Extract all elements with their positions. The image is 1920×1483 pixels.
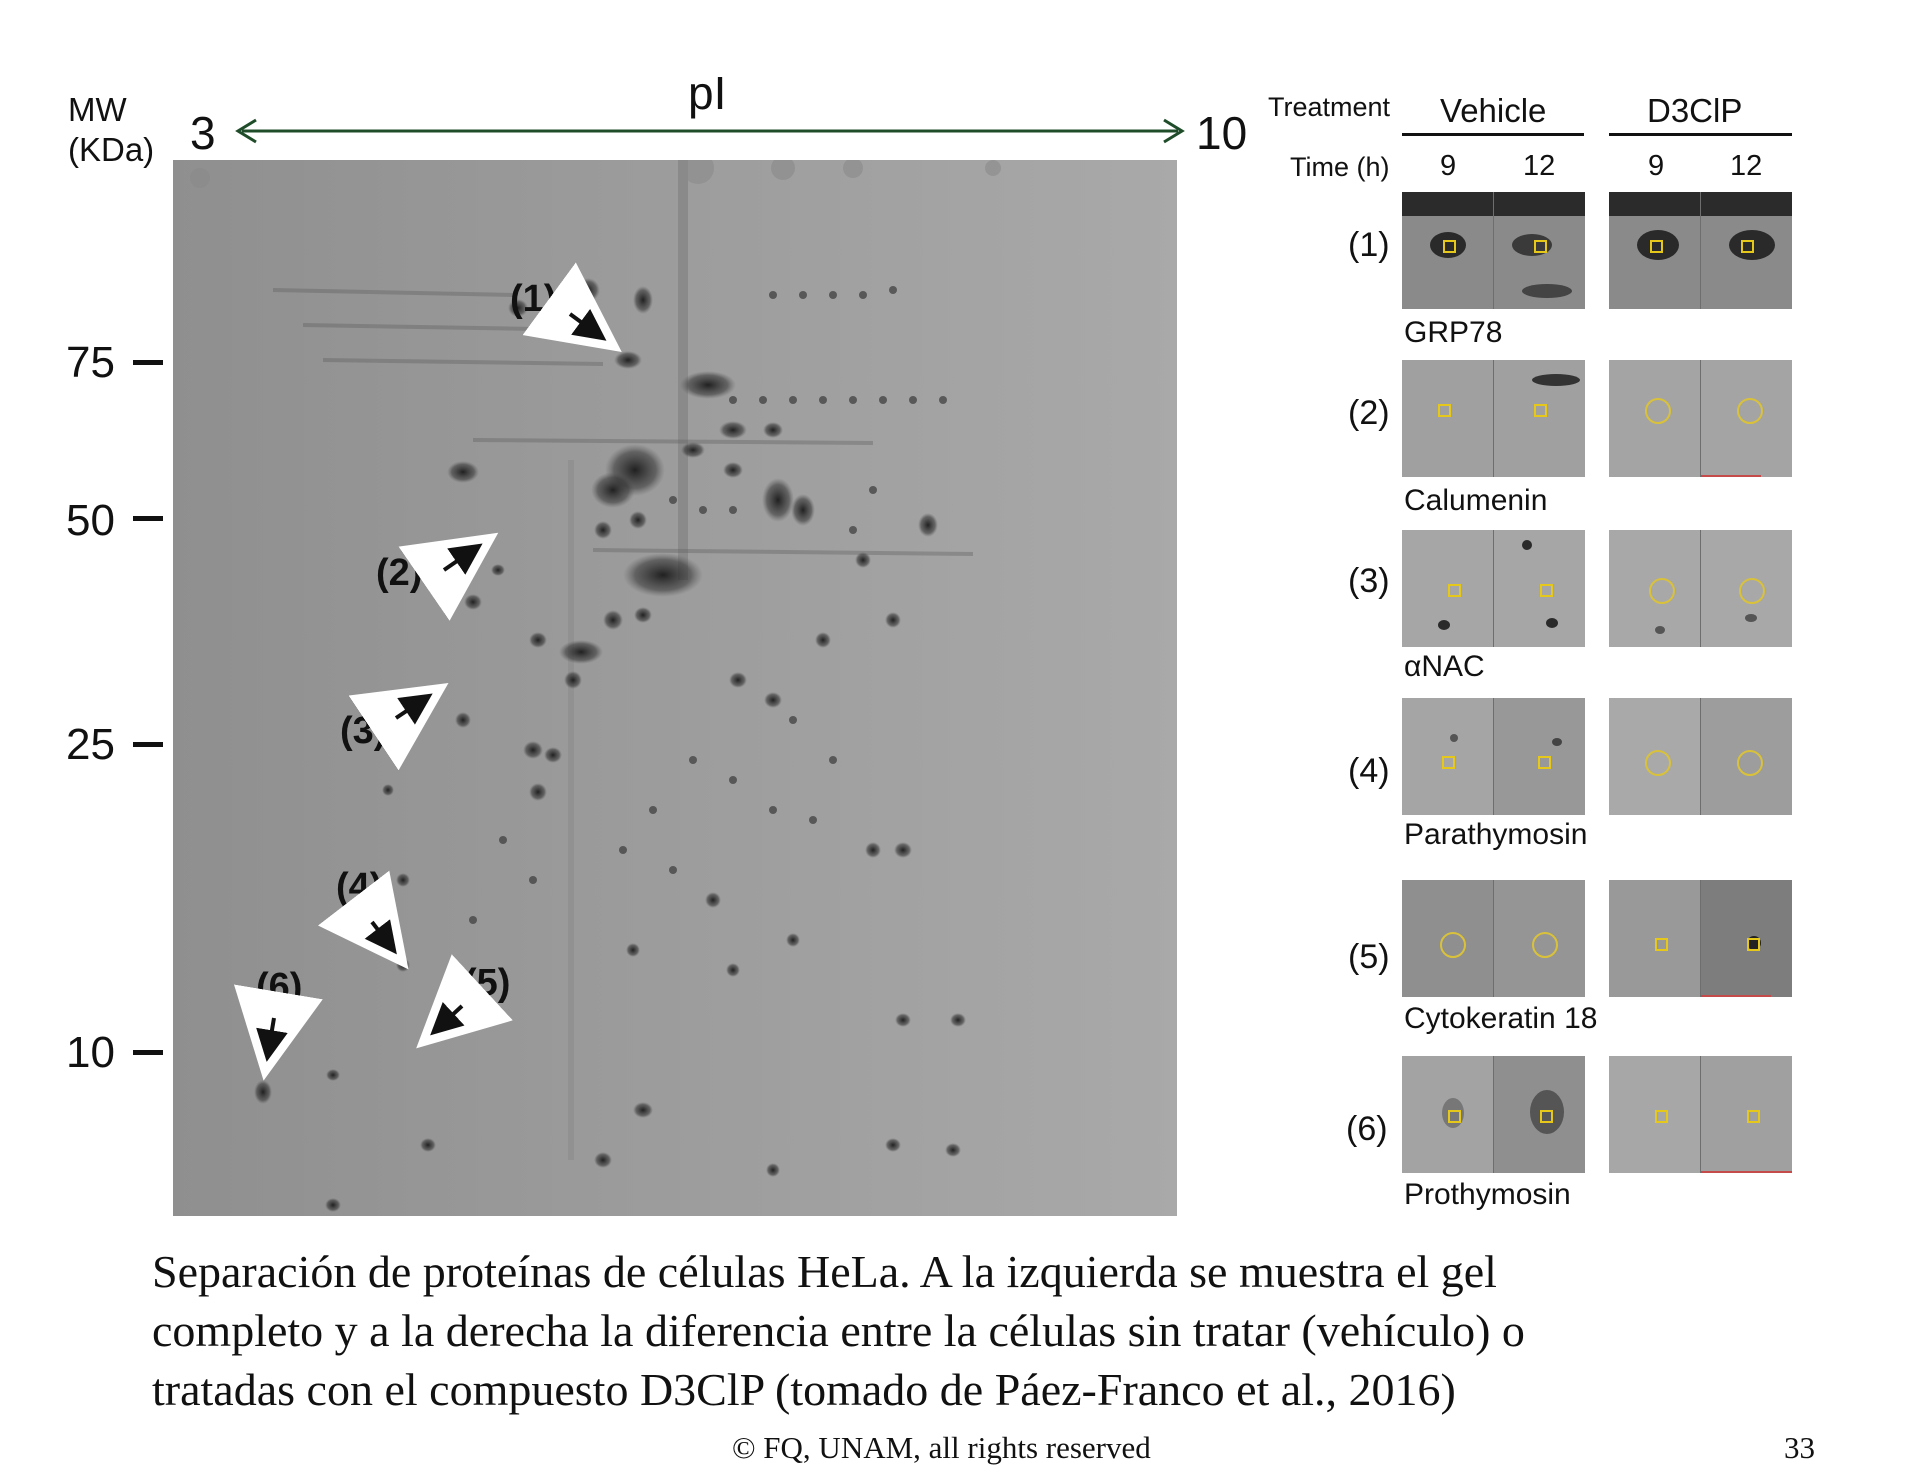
row-3-number: (3) <box>1348 562 1390 600</box>
row-2-d3clp-thumb <box>1609 360 1792 477</box>
mw-tick-50-label: 50 <box>66 496 115 545</box>
row-5-d3clp-thumb <box>1609 880 1792 997</box>
arrow-5 <box>436 1006 462 1030</box>
arrow-1 <box>570 314 600 336</box>
spot-label-2: (2) <box>376 552 423 594</box>
row-4-vehicle-thumb <box>1402 698 1585 815</box>
group-vehicle-header: Vehicle <box>1440 92 1547 129</box>
d3clp-underline <box>1609 133 1792 136</box>
row-1-d3clp-thumb <box>1609 192 1792 309</box>
arrow-4 <box>372 922 392 948</box>
time-vehicle-9: 9 <box>1440 150 1457 182</box>
spot-label-5: (5) <box>464 962 511 1004</box>
row-3-d3clp-thumb <box>1609 530 1792 647</box>
row-6-vehicle-thumb <box>1402 1056 1585 1173</box>
time-header: Time (h) <box>1290 152 1390 182</box>
spot-label-6: (6) <box>256 966 303 1008</box>
time-vehicle-12: 12 <box>1523 150 1556 182</box>
mw-tick-75-label: 75 <box>66 338 115 387</box>
treatment-header: Treatment <box>1268 92 1391 122</box>
row-5-protein: Cytokeratin 18 <box>1404 1002 1598 1035</box>
spot-label-4: (4) <box>336 866 383 908</box>
mw-tick-10-label: 10 <box>66 1028 115 1077</box>
row-2-protein: Calumenin <box>1404 484 1548 517</box>
pi-axis-label: pI <box>688 67 727 119</box>
row-6-protein: Prothymosin <box>1404 1178 1571 1211</box>
row-4-number: (4) <box>1348 752 1390 790</box>
pi-max-label: 10 <box>1196 107 1248 159</box>
arrow-3 <box>396 698 426 718</box>
pi-min-label: 3 <box>190 107 216 159</box>
vehicle-underline <box>1402 133 1584 136</box>
row-1-protein: GRP78 <box>1404 316 1503 349</box>
row-1-vehicle-thumb <box>1402 192 1585 309</box>
mw-label-line2: (KDa) <box>68 131 155 168</box>
row-2-number: (2) <box>1348 394 1390 432</box>
arrow-2 <box>444 548 476 570</box>
time-d3clp-12: 12 <box>1730 150 1763 182</box>
group-d3clp-header: D3ClP <box>1647 92 1743 129</box>
row-4-protein: Parathymosin <box>1404 818 1588 851</box>
spot-label-3: (3) <box>340 710 387 752</box>
row-3-vehicle-thumb <box>1402 530 1585 647</box>
row-2-vehicle-thumb <box>1402 360 1585 477</box>
caption-line-1: Separación de proteínas de células HeLa. A la izquierda se muestra el gel <box>152 1246 1497 1297</box>
row-5-vehicle-thumb <box>1402 880 1585 997</box>
figure-caption <box>152 1242 1872 1419</box>
row-6-d3clp-thumb <box>1609 1056 1792 1173</box>
row-3-protein: αNAC <box>1404 650 1485 683</box>
spot-label-1: (1) <box>510 278 557 320</box>
time-d3clp-9: 9 <box>1648 150 1665 182</box>
mw-label-line1: MW <box>68 91 127 128</box>
caption-line-2: completo y a la derecha la diferencia entre la células sin tratar (vehículo) o <box>152 1305 1525 1356</box>
row-4-d3clp-thumb <box>1609 698 1792 815</box>
row-5-number: (5) <box>1348 938 1390 976</box>
row-1-number: (1) <box>1348 226 1390 264</box>
caption-line-3: tratadas con el compuesto D3ClP (tomado de Páez-Franco et al., 2016) <box>152 1364 1456 1415</box>
mw-tick-25-label: 25 <box>66 720 115 769</box>
row-6-number: (6) <box>1346 1110 1388 1148</box>
copyright-footer: © FQ, UNAM, all rights reserved <box>732 1430 1151 1465</box>
page-number: 33 <box>1784 1430 1815 1465</box>
